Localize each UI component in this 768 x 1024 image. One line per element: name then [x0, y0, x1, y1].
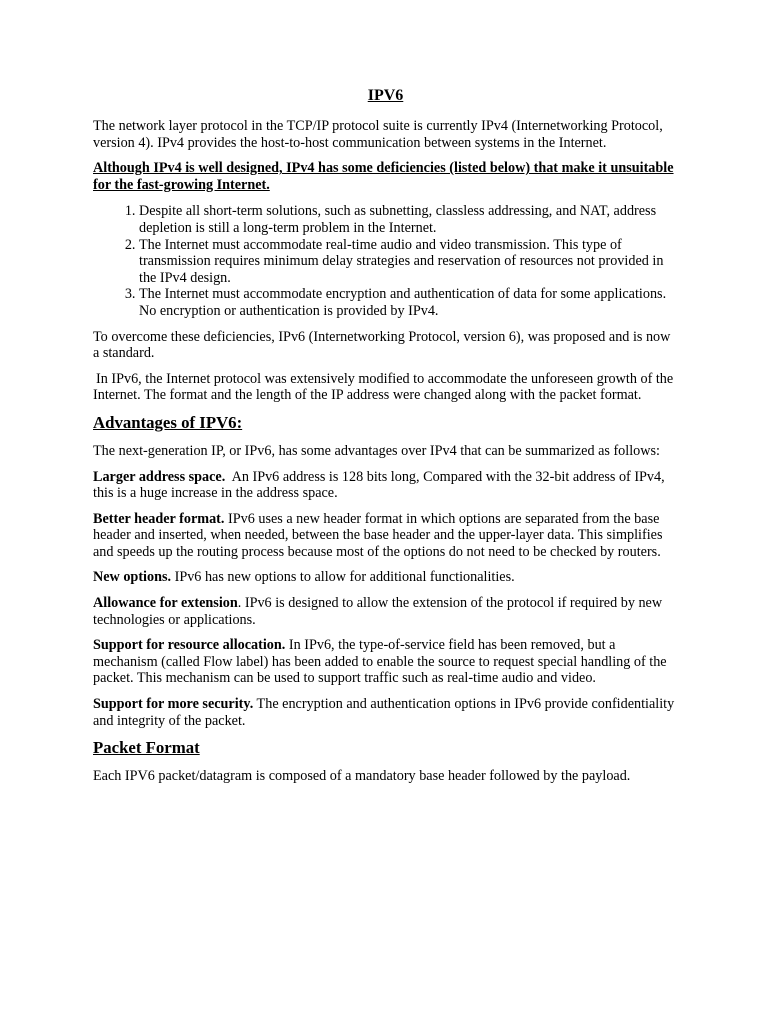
deficiency-list [93, 203, 678, 319]
advantage-paragraph [93, 637, 678, 687]
advantages-intro: The next-generation IP, or IPv6, has some advantages over IPv4 that can be summarized as follows: [93, 442, 660, 459]
advantage-paragraph [93, 511, 678, 561]
advantage-text: The encryption and authentication options in IPv6 provide confidentiality and integrity of the packet. [93, 696, 675, 729]
packet-format-heading: Packet Format [93, 738, 200, 758]
overcome-paragraph: To overcome these deficiencies, IPv6 (Internetworking Protocol, version 6), was proposed and is now a standard. [93, 328, 671, 362]
advantage-paragraph [93, 696, 678, 729]
packet-format-paragraph: Each IPV6 packet/datagram is composed of a mandatory base header followed by the payload. [93, 768, 631, 785]
modified-paragraph: In IPv6, the Internet protocol was extensively modified to accommodate the unforeseen growth of the Internet. The format and the length of the IP address were changed along with the packet format. [93, 370, 674, 404]
advantage-text: IPv6 has new options to allow for additional functionalities. [171, 569, 515, 586]
advantage-lead: Allowance for extension [93, 595, 238, 612]
deficiency-heading: Although IPv4 is well designed, IPv4 has some deficiencies (listed below) that make it unsuitable for the fast-growing Internet. [93, 160, 674, 193]
advantage-text: In IPv6, the type-of-service field has been removed, but a mechanism (called Flow label) has been added to enable the source to request special handling of the packet. This mechanism can be used to support traffic such as real-time audio and video. [93, 637, 667, 687]
advantage-text: An IPv6 address is 128 bits long, Compared with the 32-bit address of IPv4, this is a huge increase in the address space. [93, 468, 669, 502]
deficiency-item: 2. The Internet must accommodate real-time audio and video transmission. This type of transmission requires minimum delay strategies and reservation of resources not provided in the IPv4 design. [139, 237, 678, 287]
advantage-lead: Support for resource allocation. [93, 637, 286, 654]
advantage-paragraph [93, 469, 678, 502]
advantage-paragraph [93, 595, 678, 628]
advantage-lead: New options. [93, 569, 172, 586]
deficiency-item: 1. Despite all short-term solutions, such as subnetting, classless addressing, and NAT, address depletion is still a long-term problem in the Internet. [139, 203, 678, 236]
advantage-lead: Support for more security. [93, 696, 254, 713]
document-title: IPV6 [367, 87, 404, 104]
advantage-text: IPv6 uses a new header format in which options are separated from the base header and inserted, when needed, between the base header and the upper-layer data. This simplifies and speeds up the routing process because most of the options do not need to be checked by routers. [93, 510, 663, 560]
intro-paragraph: The network layer protocol in the TCP/IP protocol suite is currently IPv4 (Internetworking Protocol, version 4). IPv4 provides the host-to-host communication between systems in the Internet. [93, 118, 663, 151]
advantage-text: . IPv6 is designed to allow the extension of the protocol if required by new technologies or applications. [93, 595, 663, 628]
advantage-lead: Larger address space. [93, 468, 226, 485]
advantage-lead: Better header format. [93, 510, 225, 527]
advantages-heading: Advantages of IPV6: [93, 412, 243, 432]
deficiency-item: 3. The Internet must accommodate encryption and authentication of data for some applications. No encryption or authentication is provided by IPv4. [139, 286, 678, 319]
document-page [93, 86, 678, 794]
advantage-paragraph [93, 569, 678, 586]
